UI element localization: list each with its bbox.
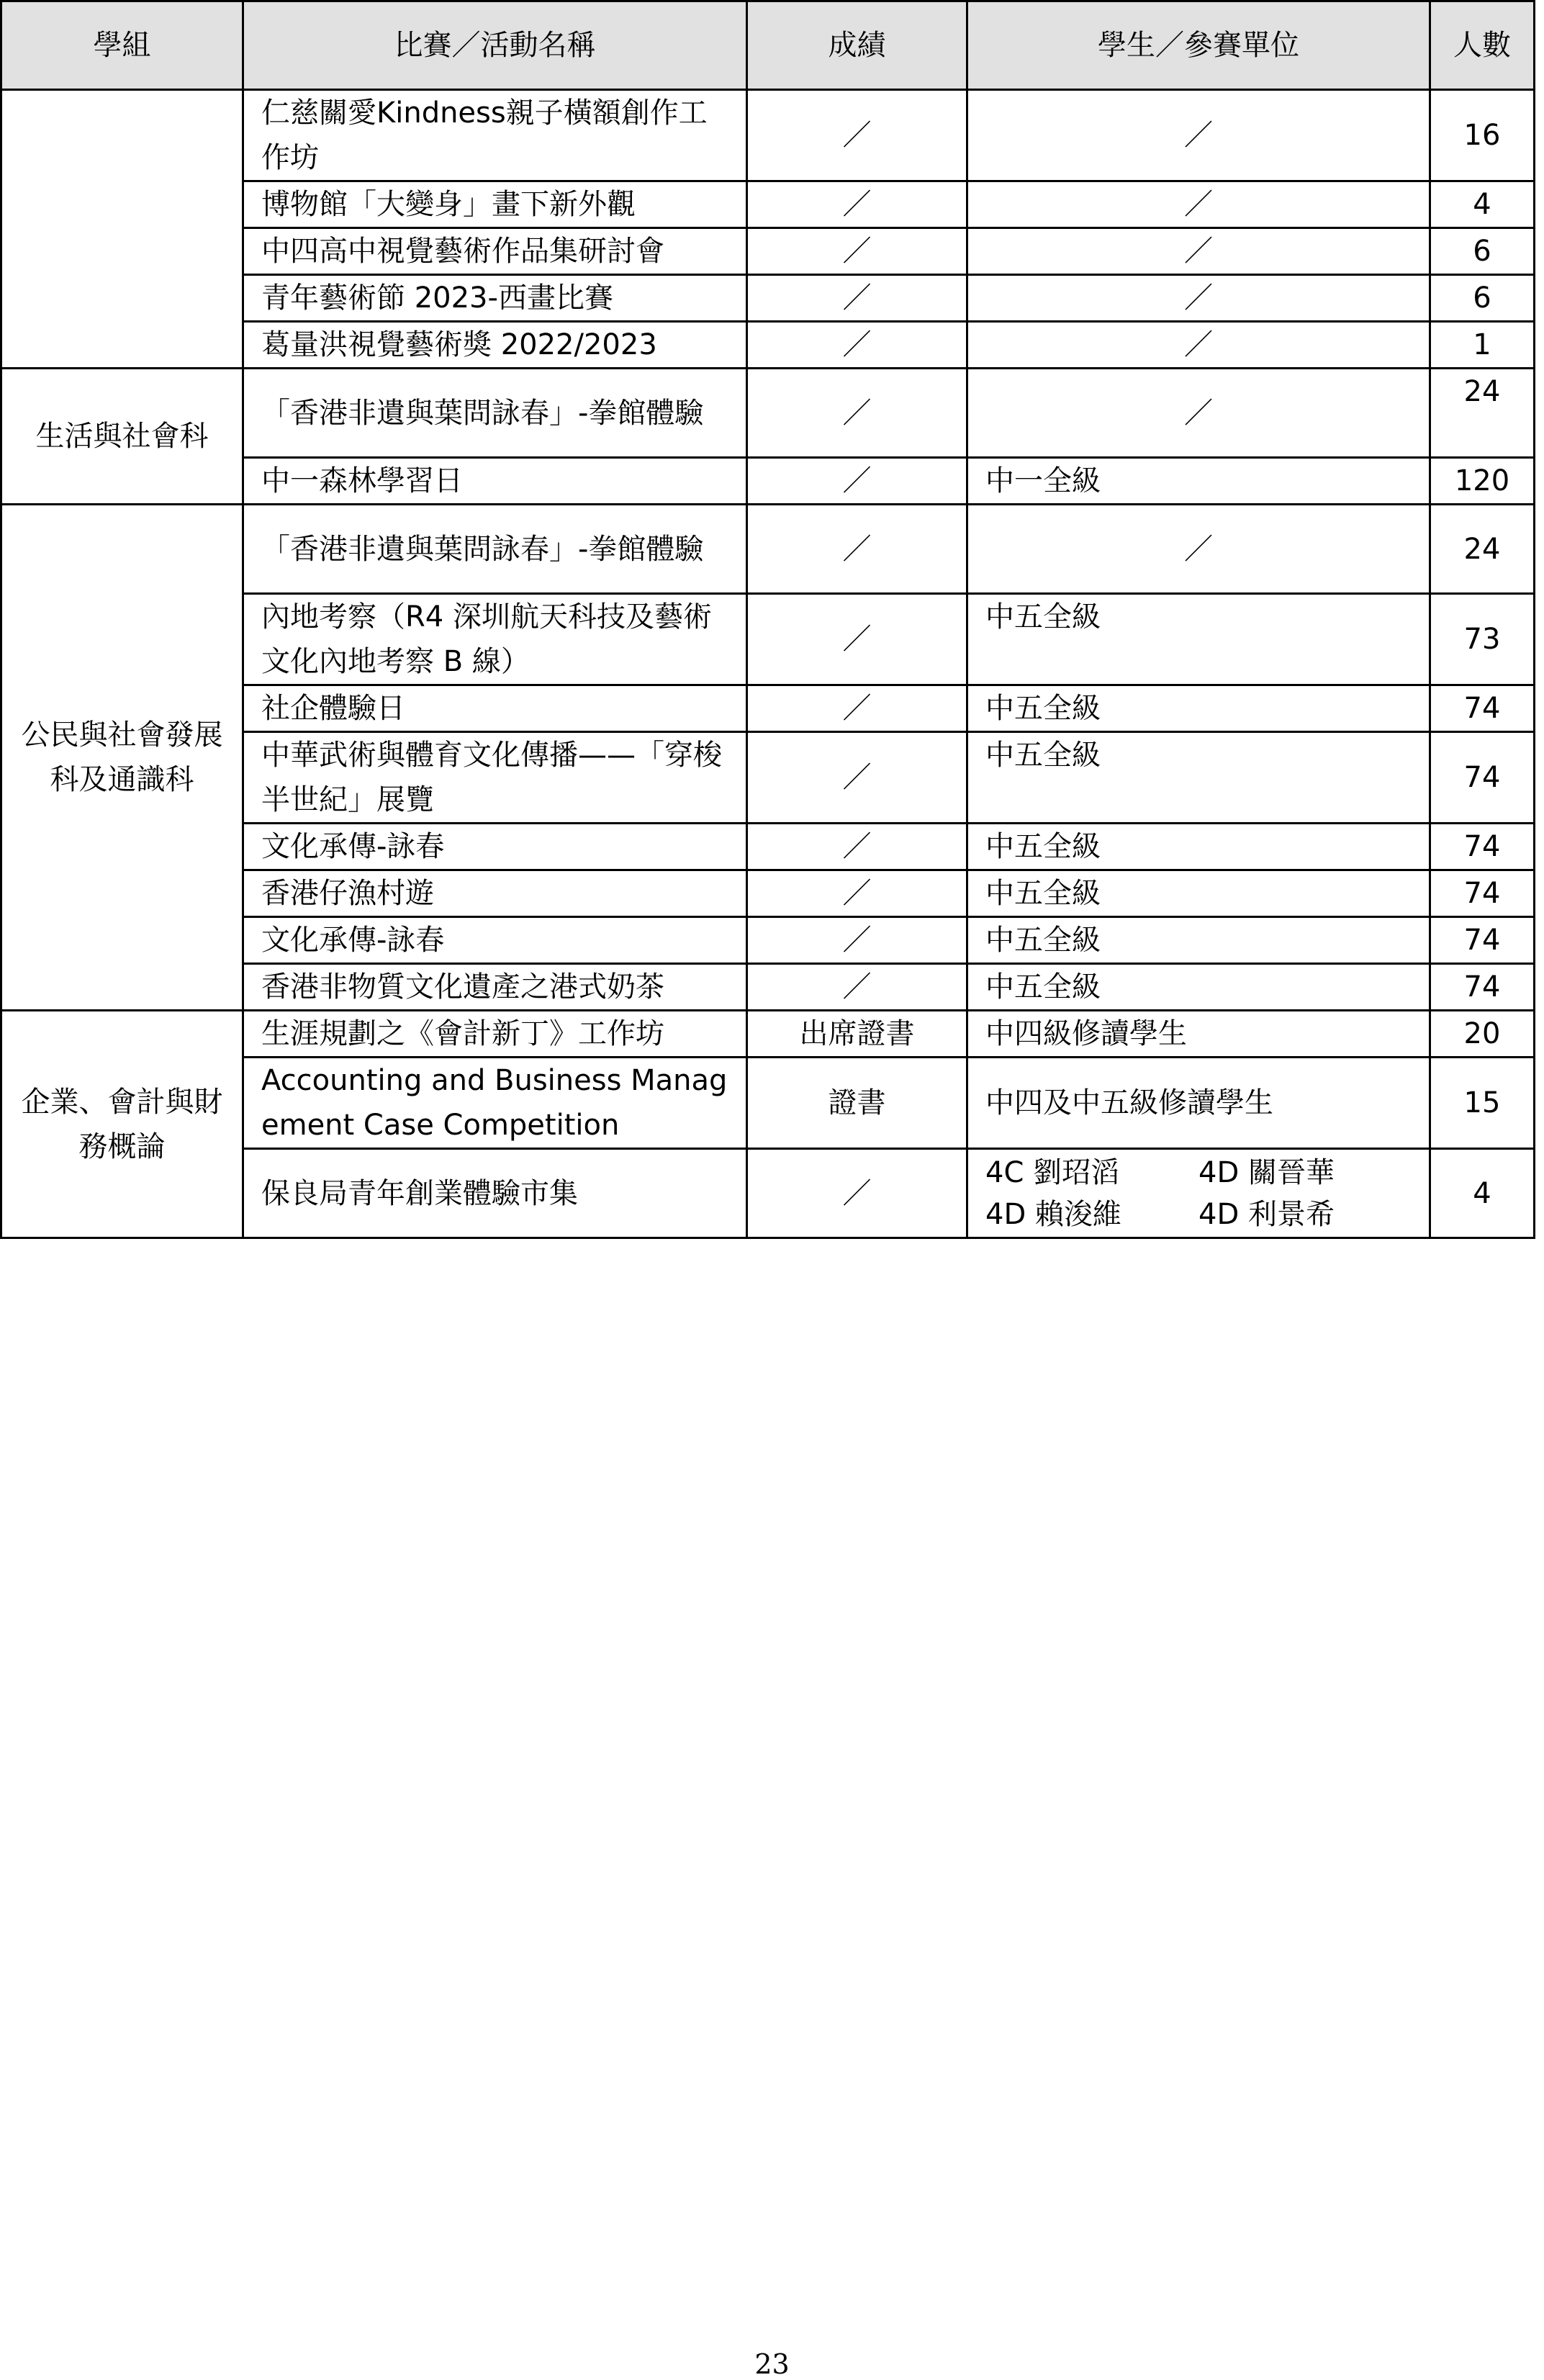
unit-cell: 中五全級 — [967, 685, 1430, 732]
header-count: 人數 — [1430, 1, 1535, 90]
count-cell: 74 — [1430, 964, 1535, 1011]
unit-cell: 中五全級 — [967, 964, 1430, 1011]
result-cell: ／ — [747, 917, 967, 964]
group-cell-continued — [1, 90, 243, 369]
count-cell: 1 — [1430, 322, 1535, 369]
count-cell: 6 — [1430, 228, 1535, 275]
table-header-row — [1, 1, 1535, 90]
unit-cell: 中五全級 — [967, 732, 1430, 824]
unit-cell: ／ — [967, 90, 1430, 181]
unit-cell-students — [967, 1149, 1430, 1238]
activity-name: 仁慈關愛Kindness親子橫額創作工作坊 — [243, 90, 747, 181]
activity-name: 中四高中視覺藝術作品集研討會 — [243, 228, 747, 275]
activity-name: 「香港非遺與葉問詠春」-拳館體驗 — [243, 369, 747, 458]
count-cell: 4 — [1430, 181, 1535, 228]
unit-cell: ／ — [967, 228, 1430, 275]
count-cell: 74 — [1430, 870, 1535, 917]
result-cell: ／ — [747, 732, 967, 824]
result-cell: ／ — [747, 369, 967, 458]
table-row — [1, 505, 1535, 594]
student-name: 4C 劉玿滔 — [985, 1155, 1120, 1189]
unit-cell: 中五全級 — [967, 594, 1430, 685]
unit-cell: 中五全級 — [967, 870, 1430, 917]
activity-name: 青年藝術節 2023-西畫比賽 — [243, 275, 747, 322]
student-names — [985, 1152, 1412, 1235]
result-cell: ／ — [747, 228, 967, 275]
result-cell: ／ — [747, 1149, 967, 1238]
result-cell: ／ — [747, 505, 967, 594]
count-cell: 6 — [1430, 275, 1535, 322]
unit-cell: 中五全級 — [967, 917, 1430, 964]
result-cell: ／ — [747, 322, 967, 369]
result-cell: ／ — [747, 458, 967, 505]
student-name: 4D 利景希 — [1198, 1197, 1335, 1231]
table-row — [1, 1011, 1535, 1058]
result-cell: ／ — [747, 90, 967, 181]
result-cell: ／ — [747, 824, 967, 870]
count-cell: 24 — [1430, 369, 1535, 458]
count-cell: 20 — [1430, 1011, 1535, 1058]
header-unit: 學生／參賽單位 — [967, 1, 1430, 90]
activity-name: 中一森林學習日 — [243, 458, 747, 505]
activity-name: 「香港非遺與葉問詠春」-拳館體驗 — [243, 505, 747, 594]
student-name: 4D 賴浚維 — [985, 1197, 1121, 1231]
unit-cell: ／ — [967, 275, 1430, 322]
activity-name: 香港仔漁村遊 — [243, 870, 747, 917]
activity-name: 文化承傳-詠春 — [243, 824, 747, 870]
unit-cell: ／ — [967, 322, 1430, 369]
unit-cell: ／ — [967, 369, 1430, 458]
activity-name: 文化承傳-詠春 — [243, 917, 747, 964]
count-cell: 73 — [1430, 594, 1535, 685]
table-row — [1, 369, 1535, 458]
result-cell: ／ — [747, 181, 967, 228]
count-cell: 16 — [1430, 90, 1535, 181]
activity-name: 生涯規劃之《會計新丁》工作坊 — [243, 1011, 747, 1058]
unit-cell: 中一全級 — [967, 458, 1430, 505]
result-cell: 證書 — [747, 1058, 967, 1149]
unit-cell: ／ — [967, 505, 1430, 594]
activity-name: 香港非物質文化遺產之港式奶茶 — [243, 964, 747, 1011]
header-activity: 比賽／活動名稱 — [243, 1, 747, 90]
unit-cell: ／ — [967, 181, 1430, 228]
count-cell: 74 — [1430, 685, 1535, 732]
activity-name: 中華武術與體育文化傳播——「穿梭半世紀」展覽 — [243, 732, 747, 824]
activity-name: 博物館「大變身」畫下新外觀 — [243, 181, 747, 228]
result-cell: 出席證書 — [747, 1011, 967, 1058]
unit-cell: 中四及中五級修讀學生 — [967, 1058, 1430, 1149]
count-cell: 24 — [1430, 505, 1535, 594]
activity-name: 社企體驗日 — [243, 685, 747, 732]
count-cell: 74 — [1430, 824, 1535, 870]
activity-name: 內地考察（R4 深圳航天科技及藝術文化內地考察 B 線） — [243, 594, 747, 685]
activity-name: 保良局青年創業體驗市集 — [243, 1149, 747, 1238]
count-cell: 120 — [1430, 458, 1535, 505]
page-number: 23 — [754, 2348, 790, 2380]
count-cell: 74 — [1430, 917, 1535, 964]
unit-cell: 中四級修讀學生 — [967, 1011, 1430, 1058]
group-life-society: 生活與社會科 — [1, 369, 243, 505]
group-bafs: 企業、會計與財務概論 — [1, 1011, 243, 1238]
result-cell: ／ — [747, 685, 967, 732]
result-cell: ／ — [747, 594, 967, 685]
activity-name: Accounting and Business Management Case Competition — [243, 1058, 747, 1149]
student-name: 4D 關晉華 — [1198, 1155, 1335, 1189]
count-cell: 15 — [1430, 1058, 1535, 1149]
count-cell: 4 — [1430, 1149, 1535, 1238]
activity-name: 葛量洪視覺藝術獎 2022/2023 — [243, 322, 747, 369]
header-result: 成績 — [747, 1, 967, 90]
header-group: 學組 — [1, 1, 243, 90]
result-cell: ／ — [747, 870, 967, 917]
unit-cell: 中五全級 — [967, 824, 1430, 870]
result-cell: ／ — [747, 275, 967, 322]
group-citizenship: 公民與社會發展科及通識科 — [1, 505, 243, 1011]
table-row — [1, 90, 1535, 181]
count-cell: 74 — [1430, 732, 1535, 824]
result-cell: ／ — [747, 964, 967, 1011]
